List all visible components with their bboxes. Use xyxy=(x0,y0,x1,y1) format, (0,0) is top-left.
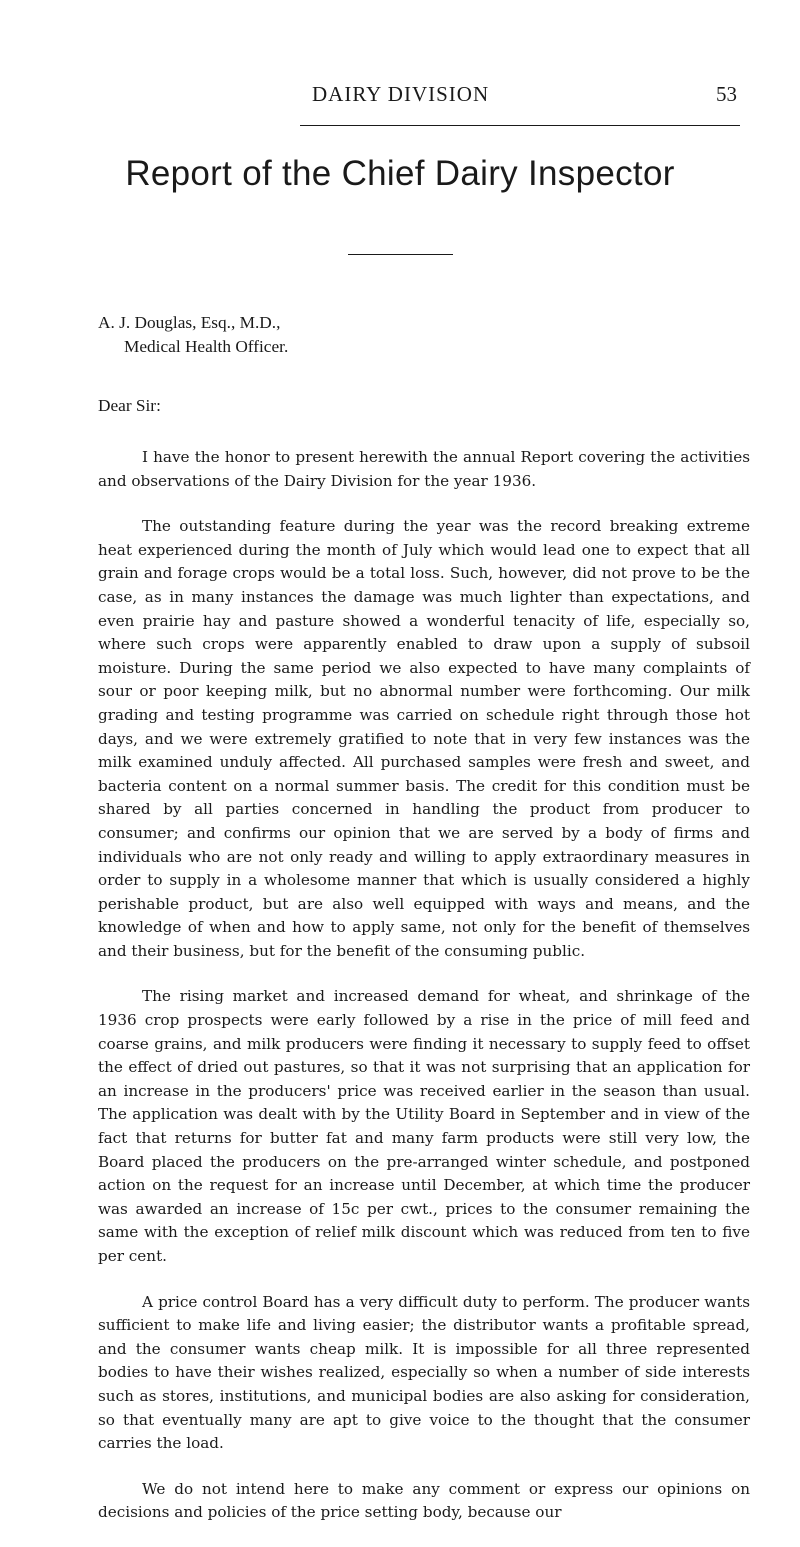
letter-body xyxy=(98,446,750,1547)
paragraph: We do not intend here to make any comment or express our opinions on decisions and policies of the price setting body, because our xyxy=(98,1479,750,1522)
salutation: Dear Sir: xyxy=(98,396,161,415)
paragraph: A price control Board has a very difficult duty to perform. The producer wants sufficient to make life and living easier; the distributor wants a profitable spread, and the consumer wants cheap milk. It is impossible for all three represented bodies to have their wishes realized, especially so when a number of side interests such as stores, institutions, and municipal bodies are also asking for consideration, so that eventually many are apt to give voice to the thought that the consumer carries the load. xyxy=(98,1292,750,1453)
paragraph: I have the honor to present herewith the annual Report covering the activities and observations of the Dairy Division for the year 1936. xyxy=(98,448,750,490)
paragraph: The outstanding feature during the year was the record breaking extreme heat experienced during the month of July which would lead one to expect that all grain and forage crops would be a total loss. Such, however, did not prove to be the case, as in many instances the damage was much lighter than expectations, and even prairie hay and pasture showed a wonderful tenacity of life, especially so, where such crops were apparently enabled to draw upon a supply of subsoil moisture. During the same period we also expected to have many complaints of sour or poor keeping milk, but no abnormal number were forthcoming. Our milk grading and testing programme was carried on schedule right through those hot days, and we were extremely gratified to note that in very few instances was the milk examined unduly affected. All purchased samples were fresh and sweet, and bacteria content on a normal summer basis. The credit for this condition must be shared by all parties concerned in handling the product from producer to consumer; and confirms our opinion that we are served by a body of firms and individuals who are not only ready and willing to apply extraordinary measures in order to supply in a wholesome manner that which is usually considered a highly perishable product, but are also well equipped with ways and means, and the knowledge of when and how to apply same, not only for the benefit of themselves and their business, but for the benefit of the consuming public. xyxy=(98,517,750,960)
addressee-name: A. J. Douglas, Esq., M.D., xyxy=(98,313,281,332)
report-title: Report of the Chief Dairy Inspector xyxy=(125,154,675,193)
addressee-position: Medical Health Officer. xyxy=(124,337,289,356)
running-header xyxy=(0,78,800,130)
running-title: DAIRY DIVISION xyxy=(312,82,490,106)
title-divider xyxy=(348,254,453,255)
header-rule xyxy=(300,125,740,126)
paragraph: The rising market and increased demand for wheat, and shrinkage of the 1936 crop prospects were early followed by a rise in the price of mill feed and coarse grains, and milk producers were finding it necessary to supply feed to offset the effect of dried out pastures, so that it was not surprising that an application for an increase in the producers' price was received earlier in the season than usual. The application was dealt with by the Utility Board in September and in view of the fact that returns for butter fat and many farm products were still very low, the Board placed the producers on the pre-arranged winter schedule, and postponed action on the request for an increase until December, at which time the producer was awarded an increase of 15c per cwt., prices to the consumer remaining the same with the exception of relief milk discount which was reduced from ten to five per cent. xyxy=(98,987,750,1265)
page-number: 53 xyxy=(716,82,737,106)
